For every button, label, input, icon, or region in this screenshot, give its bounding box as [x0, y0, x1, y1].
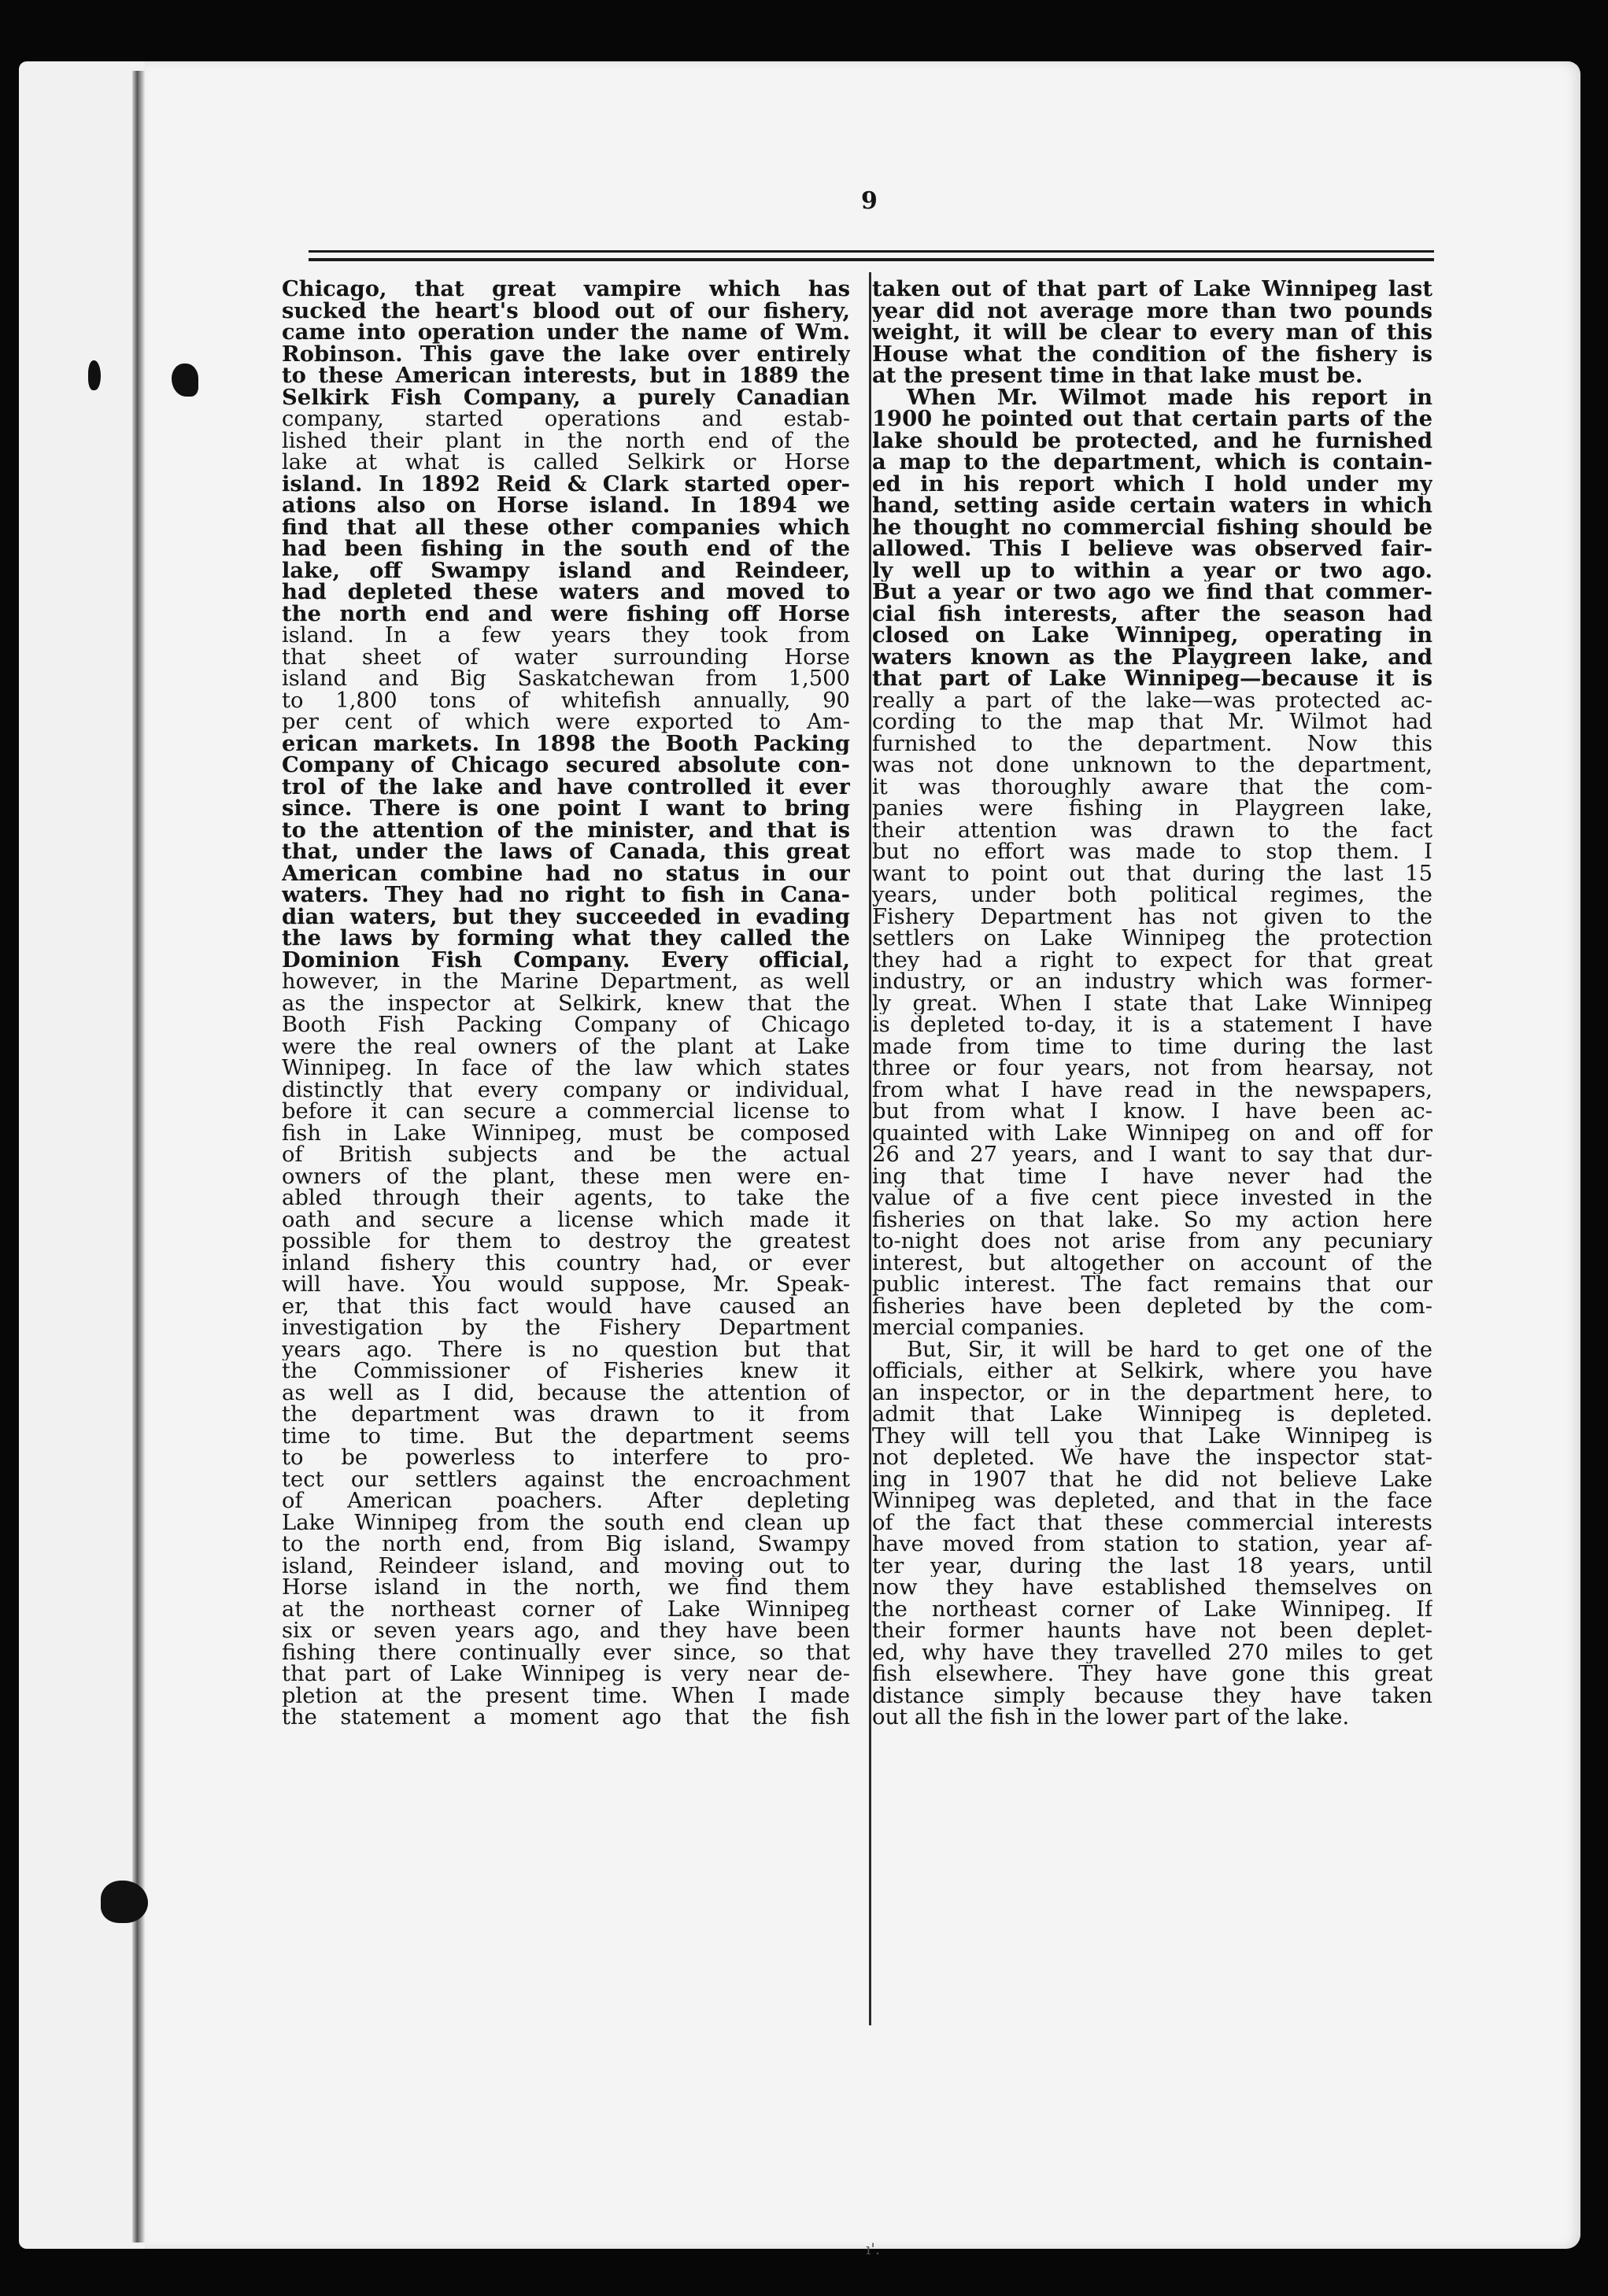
text-line: settlers on Lake Winnipeg the protection — [872, 928, 1432, 950]
left-column — [282, 279, 850, 1729]
text-line: ed, why have they travelled 270 miles to get — [872, 1641, 1432, 1663]
text-line: island and Big Saskatchewan from 1,500 — [282, 668, 850, 690]
text-line: ly great. When I state that Lake Winnipeg — [872, 992, 1432, 1014]
text-line: really a part of the lake—was protected ac- — [872, 689, 1432, 711]
text-line: They will tell you that Lake Winnipeg is — [872, 1425, 1432, 1447]
text-line: made from time to time during the last — [872, 1035, 1432, 1058]
text-line: industry, or an industry which was former- — [872, 971, 1432, 993]
text-line: Dominion Fish Company. Every official, — [282, 949, 850, 971]
text-line: investigation by the Fishery Department — [282, 1317, 850, 1339]
text-line: ing in 1907 that he did not believe Lake — [872, 1468, 1432, 1490]
text-line: to-night does not arise from any pecuniary — [872, 1231, 1432, 1253]
text-line: their attention was drawn to the fact — [872, 819, 1432, 841]
text-line: company, started operations and estab- — [282, 408, 850, 430]
text-line: time to time. But the department seems — [282, 1425, 850, 1447]
text-line: were the real owners of the plant at Lake — [282, 1035, 850, 1058]
footer-mark: ı'. — [866, 2239, 881, 2258]
text-line: ly well up to within a year or two ago. — [872, 559, 1432, 581]
text-line: sucked the heart's blood out of our fishery, — [282, 300, 850, 322]
text-line: at the present time in that lake must be. — [872, 365, 1363, 387]
text-line: their former haunts have not been deplet- — [872, 1620, 1432, 1642]
text-line: however, in the Marine Department, as well — [282, 971, 850, 993]
text-line: waters. They had no right to fish in Cana- — [282, 884, 850, 906]
text-line: was not done unknown to the department, — [872, 755, 1432, 777]
text-line: But, Sir, it will be hard to get one of the — [907, 1338, 1432, 1360]
text-line: the north end and were fishing off Horse — [282, 603, 850, 625]
header-rule — [309, 258, 1434, 261]
text-line: at the northeast corner of Lake Winnipeg — [282, 1598, 850, 1620]
text-line: find that all these other companies which — [282, 516, 850, 538]
text-line: cial fish interests, after the season had — [872, 603, 1432, 625]
text-line: year did not average more than two pounds — [872, 300, 1432, 322]
text-line: inland fishery this country had, or ever — [282, 1252, 850, 1274]
text-line: fishing there continually ever since, so that — [282, 1641, 850, 1663]
text-line: public interest. The fact remains that our — [872, 1274, 1432, 1296]
text-line: Winnipeg was depleted, and that in the face — [872, 1490, 1432, 1512]
text-line: that sheet of water surrounding Horse — [282, 646, 850, 668]
text-line: waters known as the Playgreen lake, and — [872, 646, 1432, 668]
text-line: have moved from station to station, year af- — [872, 1534, 1432, 1556]
text-line: Robinson. This gave the lake over entirely — [282, 343, 850, 365]
text-line: to the north end, from Big island, Swampy — [282, 1534, 850, 1556]
text-line: tect our settlers against the encroachment — [282, 1468, 850, 1490]
text-line: the northeast corner of Lake Winnipeg. If — [872, 1598, 1432, 1620]
ink-blot — [88, 360, 101, 390]
text-line: er, that this fact would have caused an — [282, 1295, 850, 1317]
text-line: before it can secure a commercial license to — [282, 1101, 850, 1123]
text-line: since. There is one point I want to bring — [282, 798, 850, 820]
text-line: that part of Lake Winnipeg is very near de- — [282, 1663, 850, 1685]
text-line: lished their plant in the north end of the — [282, 430, 850, 452]
text-line: Fishery Department has not given to the — [872, 906, 1432, 928]
text-line: a map to the department, which is contain- — [872, 452, 1432, 474]
text-line: of American poachers. After depleting — [282, 1490, 850, 1512]
text-line: hand, setting aside certain waters in which — [872, 495, 1432, 517]
text-line: American combine had no status in our — [282, 862, 850, 884]
text-line: from what I have read in the newspapers, — [872, 1079, 1432, 1101]
text-line: six or seven years ago, and they have been — [282, 1620, 850, 1642]
text-line: to 1,800 tons of whitefish annually, 90 — [282, 689, 850, 711]
text-line: quainted with Lake Winnipeg on and off for — [872, 1122, 1432, 1144]
text-line: the statement a moment ago that the fish — [282, 1707, 850, 1729]
text-line: the department was drawn to it from — [282, 1404, 850, 1426]
text-line: allowed. This I believe was observed fair- — [872, 538, 1432, 560]
text-line: fish in Lake Winnipeg, must be composed — [282, 1122, 850, 1144]
text-line: Company of Chicago secured absolute con- — [282, 755, 850, 777]
text-line: value of a five cent piece invested in the — [872, 1187, 1432, 1209]
text-line: But a year or two ago we find that commer- — [872, 581, 1432, 604]
text-line: had depleted these waters and moved to — [282, 581, 850, 604]
text-line: ing that time I have never had the — [872, 1165, 1432, 1187]
text-line: is depleted to-day, it is a statement I have — [872, 1014, 1432, 1036]
text-line: possible for them to destroy the greatest — [282, 1231, 850, 1253]
text-line: Lake Winnipeg from the south end clean up — [282, 1512, 850, 1534]
text-line: the laws by forming what they called the — [282, 928, 850, 950]
text-line: fisheries on that lake. So my action here — [872, 1209, 1432, 1231]
text-line: ations also on Horse island. In 1894 we — [282, 495, 850, 517]
text-line: distance simply because they have taken — [872, 1685, 1432, 1707]
text-line: mercial companies. — [872, 1317, 1085, 1339]
text-line: Selkirk Fish Company, a purely Canadian — [282, 386, 850, 408]
ink-blot — [172, 364, 198, 397]
text-line: an inspector, or in the department here, to — [872, 1382, 1432, 1404]
text-line: interest, but altogether on account of the — [872, 1252, 1432, 1274]
text-line: 26 and 27 years, and I want to say that dur- — [872, 1144, 1432, 1166]
text-line: Booth Fish Packing Company of Chicago — [282, 1014, 850, 1036]
text-line: to the attention of the minister, and that is — [282, 819, 850, 841]
text-line: officials, either at Selkirk, where you have — [872, 1360, 1432, 1382]
text-line: Chicago, that great vampire which has — [282, 279, 850, 301]
text-line: but no effort was made to stop them. I — [872, 841, 1432, 863]
text-line: oath and secure a license which made it — [282, 1209, 850, 1231]
text-line: lake, off Swampy island and Reindeer, — [282, 559, 850, 581]
text-line: dian waters, but they succeeded in evading — [282, 906, 850, 928]
text-line: island, Reindeer island, and moving out to — [282, 1555, 850, 1577]
page-number: 9 — [861, 187, 878, 215]
text-line: had been fishing in the south end of the — [282, 538, 850, 560]
text-line: erican markets. In 1898 the Booth Packing — [282, 733, 850, 755]
text-line: to be powerless to interfere to pro- — [282, 1447, 850, 1469]
text-line: of British subjects and be the actual — [282, 1144, 850, 1166]
text-line: three or four years, not from hearsay, not — [872, 1058, 1432, 1080]
column-divider — [869, 272, 871, 2025]
text-line: abled through their agents, to take the — [282, 1187, 850, 1209]
text-line: 1900 he pointed out that certain parts of the — [872, 408, 1432, 430]
text-line: cording to the map that Mr. Wilmot had — [872, 711, 1432, 733]
text-line: fish elsewhere. They have gone this great — [872, 1663, 1432, 1685]
text-line: furnished to the department. Now this — [872, 733, 1432, 755]
text-line: admit that Lake Winnipeg is depleted. — [872, 1404, 1432, 1426]
text-line: island. In 1892 Reid & Clark started oper- — [282, 473, 850, 495]
header-rule — [309, 250, 1434, 253]
text-line: Winnipeg. In face of the law which states — [282, 1058, 850, 1080]
text-line: that, under the laws of Canada, this great — [282, 841, 850, 863]
text-line: ed in his report which I hold under my — [872, 473, 1432, 495]
text-line: as well as I did, because the attention of — [282, 1382, 850, 1404]
text-line: out all the fish in the lower part of the lake. — [872, 1707, 1350, 1729]
text-line: House what the condition of the fishery is — [872, 343, 1432, 365]
text-line: to these American interests, but in 1889 the — [282, 365, 850, 387]
text-line: per cent of which were exported to Am- — [282, 711, 850, 733]
text-line: want to point out that during the last 15 — [872, 862, 1432, 884]
text-line: that part of Lake Winnipeg—because it is — [872, 668, 1432, 690]
text-line: lake should be protected, and he furnished — [872, 430, 1432, 452]
text-line: pletion at the present time. When I made — [282, 1685, 850, 1707]
text-line: not depleted. We have the inspector stat- — [872, 1447, 1432, 1469]
text-line: came into operation under the name of Wm. — [282, 322, 850, 344]
text-line: Horse island in the north, we find them — [282, 1577, 850, 1599]
text-line: it was thoroughly aware that the com- — [872, 776, 1432, 798]
text-line: now they have established themselves on — [872, 1577, 1432, 1599]
text-line: fisheries have been depleted by the com- — [872, 1295, 1432, 1317]
text-line: ter year, during the last 18 years, until — [872, 1555, 1432, 1577]
text-line: but from what I know. I have been ac- — [872, 1101, 1432, 1123]
ink-blot — [101, 1881, 148, 1923]
text-line: weight, it will be clear to every man of this — [872, 322, 1432, 344]
text-line: years ago. There is no question but that — [282, 1338, 850, 1360]
text-line: island. In a few years they took from — [282, 625, 850, 647]
text-line: years, under both political regimes, the — [872, 884, 1432, 906]
text-line: will have. You would suppose, Mr. Speak- — [282, 1274, 850, 1296]
right-column — [872, 279, 1432, 1729]
text-line: he thought no commercial fishing should be — [872, 516, 1432, 538]
text-line: the Commissioner of Fisheries knew it — [282, 1360, 850, 1382]
text-line: lake at what is called Selkirk or Horse — [282, 452, 850, 474]
text-line: they had a right to expect for that great — [872, 949, 1432, 971]
text-line: owners of the plant, these men were en- — [282, 1165, 850, 1187]
text-line: When Mr. Wilmot made his report in — [907, 386, 1432, 408]
text-line: panies were fishing in Playgreen lake, — [872, 798, 1432, 820]
text-line: trol of the lake and have controlled it ever — [282, 776, 850, 798]
text-line: of the fact that these commercial interests — [872, 1512, 1432, 1534]
text-line: distinctly that every company or individual, — [282, 1079, 850, 1101]
text-line: as the inspector at Selkirk, knew that the — [282, 992, 850, 1014]
text-line: taken out of that part of Lake Winnipeg last — [872, 279, 1432, 301]
text-line: closed on Lake Winnipeg, operating in — [872, 625, 1432, 647]
